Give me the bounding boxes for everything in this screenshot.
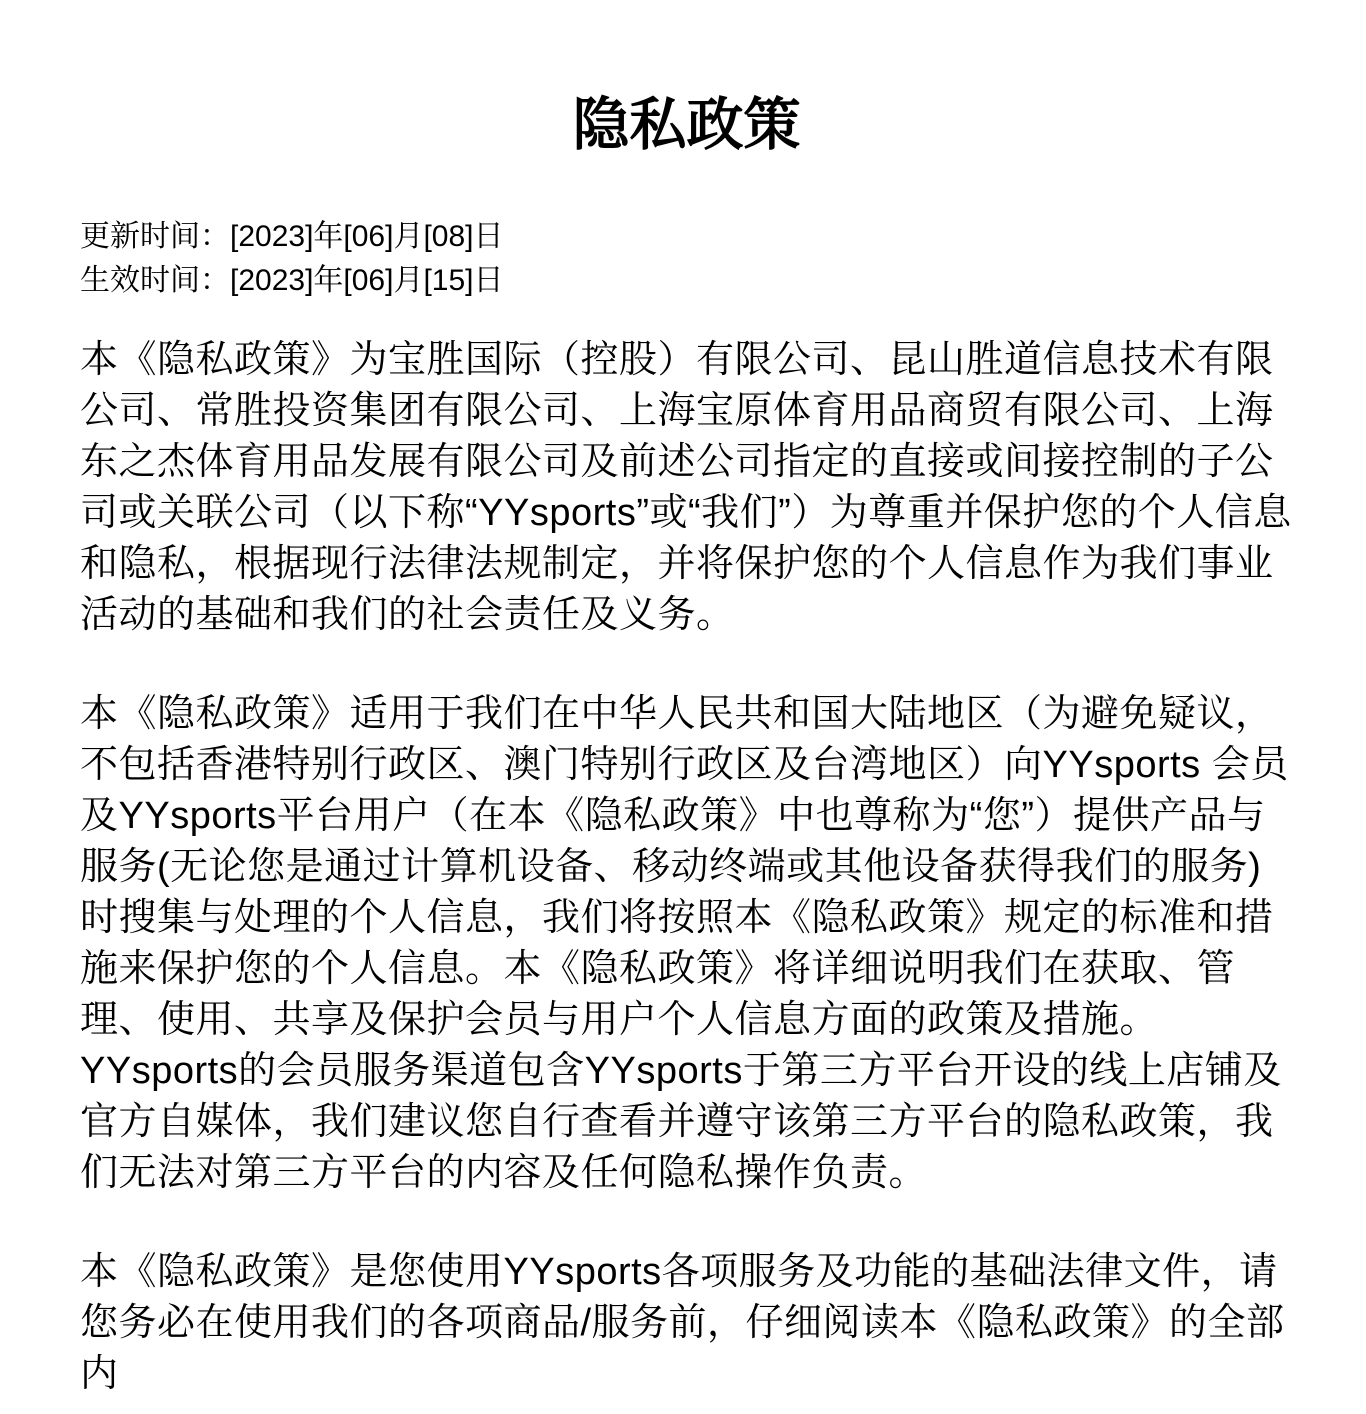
meta-block [80,215,1293,303]
page-title: 隐私政策 [572,93,801,157]
policy-body [80,335,1293,1400]
effective-time-line: 生效时间：[2023]年[06]月[15]日 [80,264,504,297]
paragraph-legal-basis: 本《隐私政策》是您使用YYsports各项服务及功能的基础法律文件，请您务必在使用我们的各项商品/服务前，仔细阅读本《隐私政策》的全部内 [80,1251,1285,1395]
privacy-policy-page [0,85,1366,1400]
paragraph-scope: 本《隐私政策》适用于我们在中华人民共和国大陆地区（为避免疑议，不包括香港特别行政区、澳门特别行政区及台湾地区）向YYsports 会员及YYsports平台用户（在本《隐私政策》中也尊称为“您”）提供产品与服务(无论您是通过计算机设备、移动终端或其他设备获得我们的服务)时搜集与处理的个人信息，我们将按照本《隐私政策》规定的标准和措施来保护您的个人信息。本《隐私政策》将详细说明我们在获取、管理、使用、共享及保护会员与用户个人信息方面的政策及措施。YYsports的会员服务渠道包含YYsports于第三方平台开设的线上店铺及官方自媒体，我们建议您自行查看并遵守该第三方平台的隐私政策，我们无法对第三方平台的内容及任何隐私操作负责。 [80,693,1289,1194]
paragraph-company-intro: 本《隐私政策》为宝胜国际（控股）有限公司、昆山胜道信息技术有限公司、常胜投资集团有限公司、上海宝原体育用品商贸有限公司、上海东之杰体育用品发展有限公司及前述公司指定的直接或间接控制的子公司或关联公司（以下称“YYsports”或“我们”）为尊重并保护您的个人信息和隐私，根据现行法律法规制定，并将保护您的个人信息作为我们事业活动的基础和我们的社会责任及义务。 [80,339,1292,636]
updated-time-line: 更新时间：[2023]年[06]月[08]日 [80,220,504,253]
